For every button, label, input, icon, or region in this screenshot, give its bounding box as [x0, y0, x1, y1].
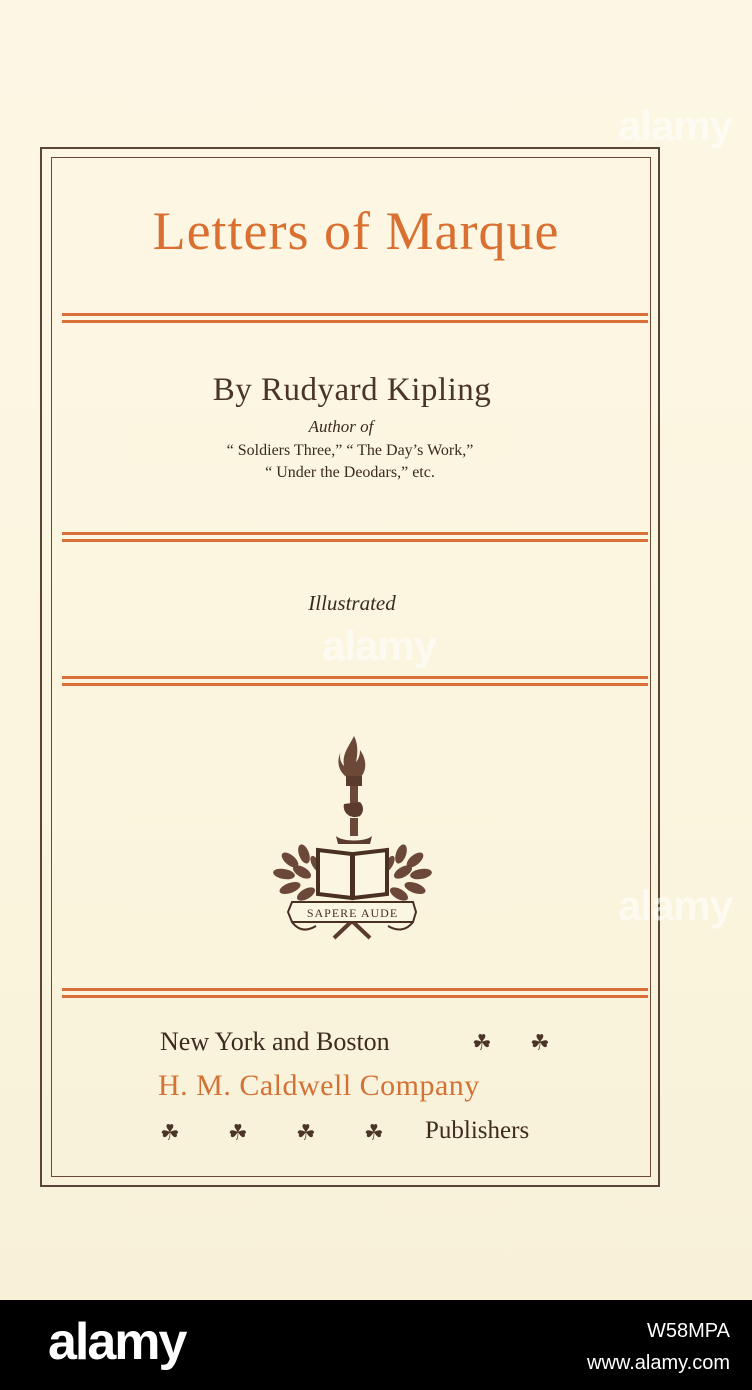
- book-title: Letters of Marque: [152, 201, 560, 261]
- works-line-2: “ Under the Deodars,” etc.: [265, 464, 435, 481]
- watermark-right: alamy: [618, 882, 733, 929]
- double-rule-4: [62, 988, 648, 998]
- footer-bar: [0, 1300, 752, 1390]
- author-byline: By Rudyard Kipling: [212, 372, 492, 408]
- publisher-company: H. M. Caldwell Company: [158, 1069, 480, 1102]
- author-of-label: Author of: [308, 417, 374, 436]
- illustrated-label: Illustrated: [308, 591, 396, 615]
- watermark-top-right: alamy: [618, 102, 733, 149]
- ornament-icon: ☘: [530, 1030, 550, 1055]
- publishers-label: Publishers: [425, 1117, 530, 1144]
- ornament-icon: ☘: [296, 1120, 316, 1145]
- watermark-center: alamy: [322, 622, 437, 669]
- torch-book-laurel-emblem: [270, 732, 435, 947]
- double-rule-1: [62, 313, 648, 323]
- publisher-location: New York and Boston: [160, 1027, 390, 1056]
- double-rule-2: [62, 532, 648, 542]
- image-id: W58MPA: [647, 1320, 730, 1342]
- double-rule-3: [62, 676, 648, 686]
- alamy-logo: alamy: [48, 1313, 186, 1371]
- ornament-icon: ☘: [228, 1120, 248, 1145]
- ornament-icon: ☘: [160, 1120, 180, 1145]
- ornament-icon: ☘: [472, 1030, 492, 1055]
- ornament-icon: ☘: [364, 1120, 384, 1145]
- emblem-motto: SAPERE AUDE: [306, 906, 399, 920]
- footer-url[interactable]: www.alamy.com: [587, 1352, 730, 1374]
- works-line-1: “ Soldiers Three,” “ The Day’s Work,”: [226, 442, 474, 459]
